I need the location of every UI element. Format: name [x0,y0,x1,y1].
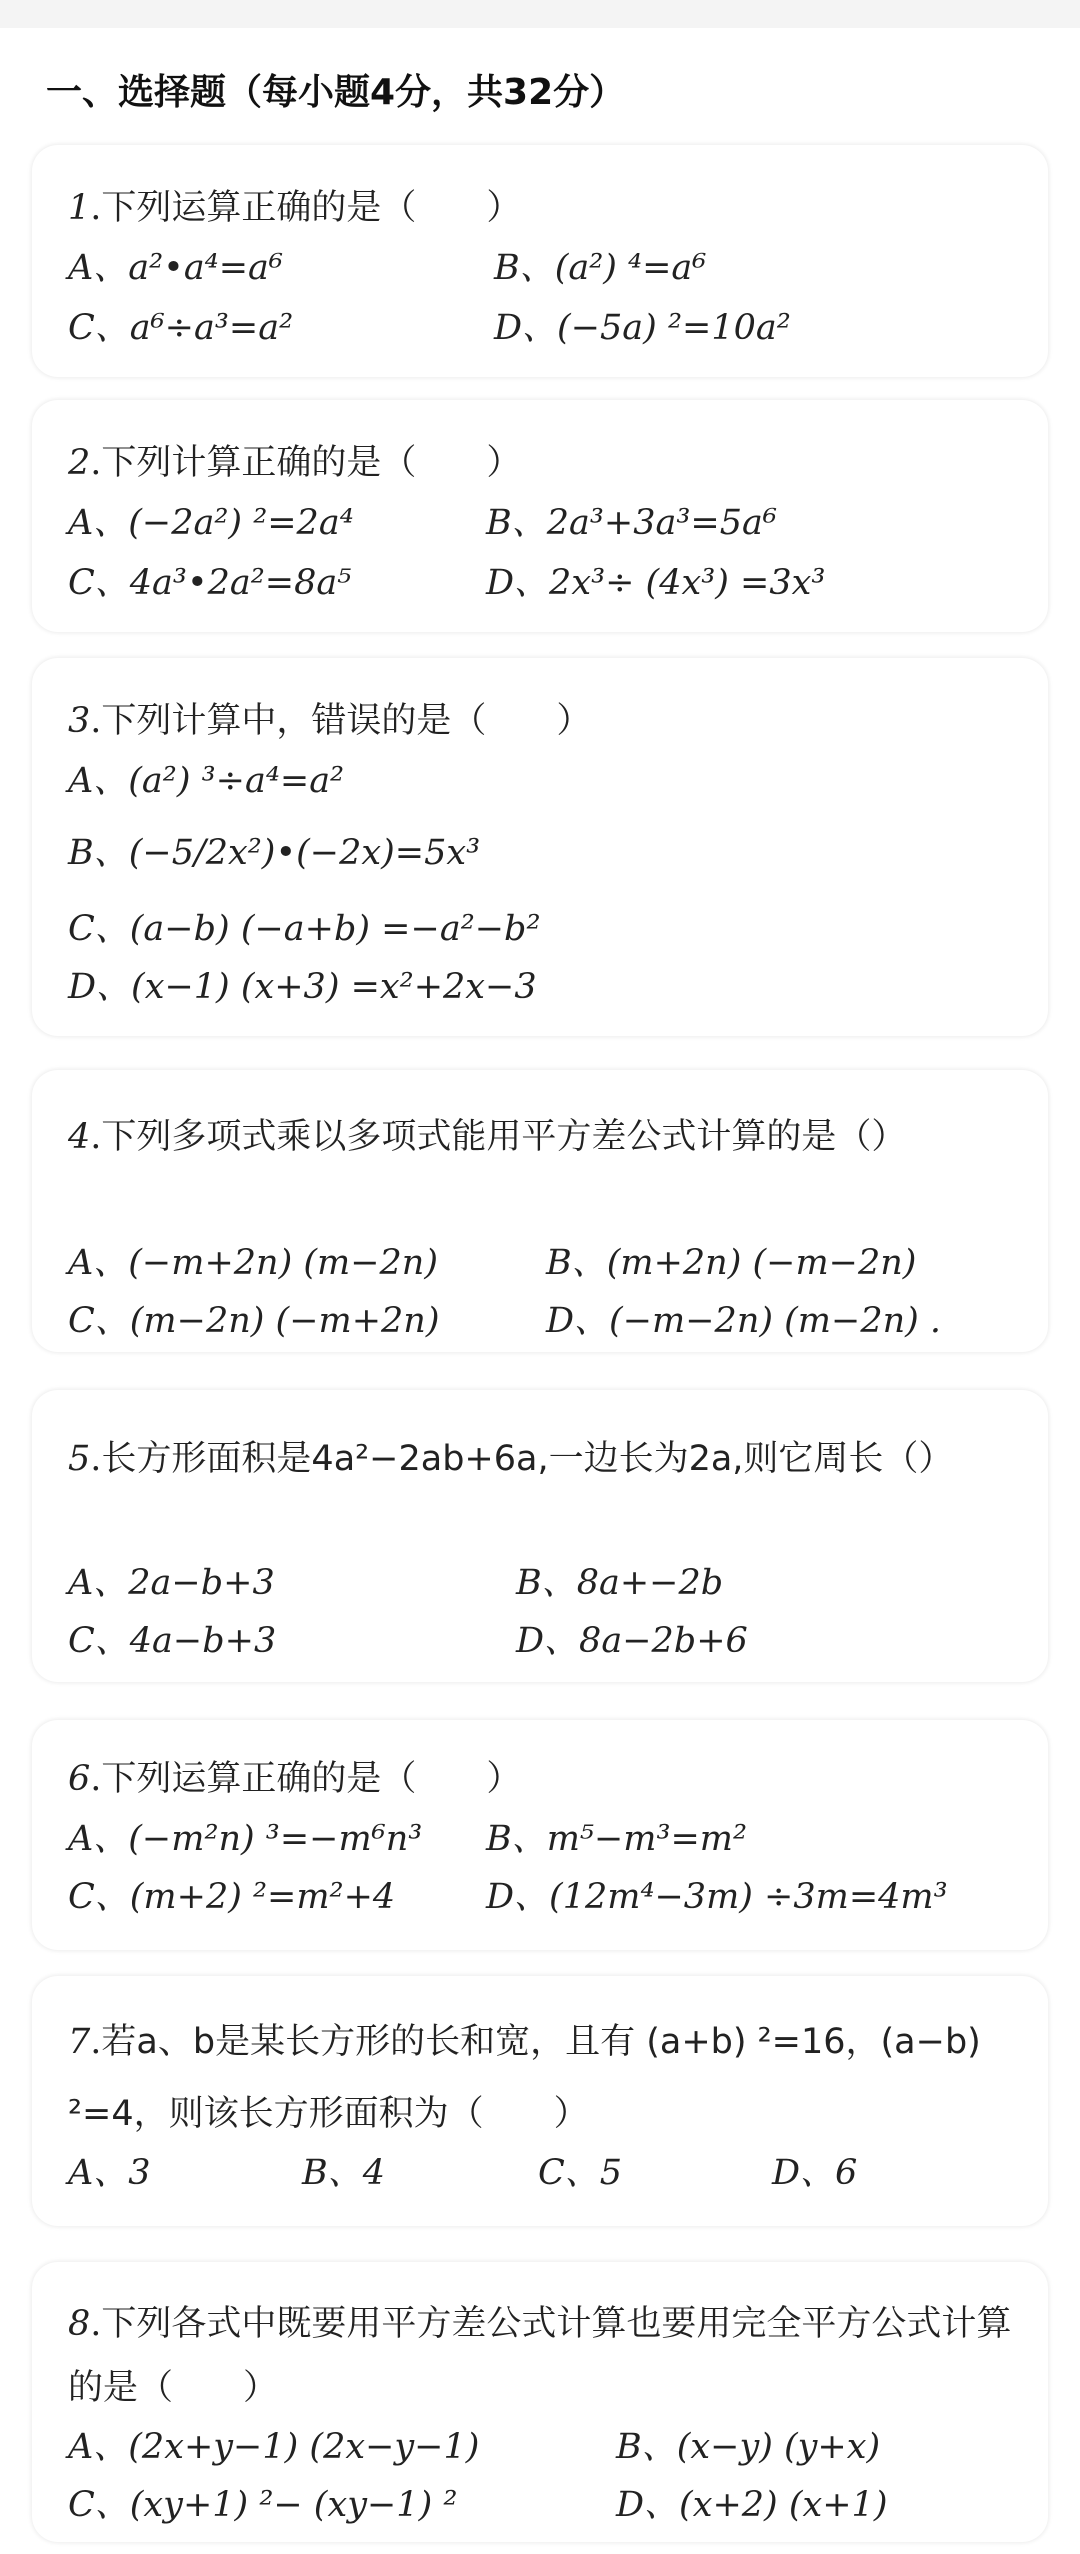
option-c[interactable]: C、(xy+1) ²− (xy−1) ² [68,2485,458,2525]
option-b[interactable]: B、2a³+3a³=5a⁶ [486,503,777,543]
question-card-4 [32,1070,1048,1352]
question-card-3 [32,658,1048,1036]
option-a[interactable]: A、2a−b+3 [68,1563,275,1603]
option-c[interactable]: C、a⁶÷a³=a² [68,308,294,348]
question-card-5 [32,1390,1048,1682]
option-d[interactable]: D、(x−1) (x+3) =x²+2x−3 [68,967,537,1007]
question-card-1 [32,145,1048,377]
option-b[interactable]: B、4 [302,2153,385,2193]
section-title: 一、选择题（每小题4分，共32分） [46,72,626,113]
option-c[interactable]: C、(m−2n) (−m+2n) [68,1301,440,1341]
question-stem-8: 8.下列各式中既要用平方差公式计算也要用完全平方公式计算的是（ ） [68,2304,1012,2408]
option-b[interactable]: B、m⁵−m³=m² [486,1819,748,1859]
option-d[interactable]: D、8a−2b+6 [516,1621,748,1661]
option-d[interactable]: D、2x³÷ (4x³) =3x³ [486,563,826,603]
option-a[interactable]: A、a²•a⁴=a⁶ [68,248,283,288]
question-stem-4: 4.下列多项式乘以多项式能用平方差公式计算的是（） [68,1117,907,1157]
option-c[interactable]: C、4a³•2a²=8a⁵ [68,563,352,603]
question-card-6 [32,1720,1048,1950]
option-c[interactable]: C、(a−b) (−a+b) =−a²−b² [68,909,541,949]
option-d[interactable]: D、6 [772,2153,858,2193]
question-stem-5: 5.长方形面积是4a²−2ab+6a,一边长为2a,则它周长（） [68,1439,954,1479]
question-stem-2: 2.下列计算正确的是（ ） [68,443,522,483]
option-b[interactable]: B、(a²) ⁴=a⁶ [494,248,707,288]
option-d[interactable]: D、(x+2) (x+1) [616,2485,888,2525]
option-d[interactable]: D、(−5a) ²=10a² [494,308,791,348]
option-c[interactable]: C、(m+2) ²=m²+4 [68,1877,396,1917]
option-a[interactable]: A、(−2a²) ²=2a⁴ [68,503,354,543]
option-d[interactable]: D、(12m⁴−3m) ÷3m=4m³ [486,1877,948,1917]
option-b[interactable]: B、(x−y) (y+x) [616,2427,881,2467]
question-stem-7: 7.若a、b是某长方形的长和宽，且有 (a+b) ²=16，(a−b) ²=4，则该长方形面积为（ ） [68,2022,981,2134]
option-b[interactable]: B、(m+2n) (−m−2n) [546,1243,917,1283]
option-d[interactable]: D、(−m−2n) (m−2n) . [546,1301,942,1341]
question-card-2 [32,400,1048,632]
question-card-7 [32,1976,1048,2226]
option-c[interactable]: C、5 [538,2153,623,2193]
option-c[interactable]: C、4a−b+3 [68,1621,277,1661]
question-stem-6: 6.下列运算正确的是（ ） [68,1759,522,1799]
option-a[interactable]: A、3 [68,2153,151,2193]
option-b[interactable]: B、8a+−2b [516,1563,724,1603]
option-a[interactable]: A、(−m²n) ³=−m⁶n³ [68,1819,423,1859]
top-band [0,0,1080,28]
question-stem-3: 3.下列计算中，错误的是（ ） [68,701,592,741]
option-a[interactable]: A、(a²) ³÷a⁴=a² [68,761,345,801]
question-stem-1: 1.下列运算正确的是（ ） [68,188,522,228]
option-a[interactable]: A、(2x+y−1) (2x−y−1) [68,2427,480,2467]
option-b[interactable]: B、(−5/2x²)•(−2x)=5x³ [68,833,481,873]
option-a[interactable]: A、(−m+2n) (m−2n) [68,1243,438,1283]
question-card-8 [32,2262,1048,2542]
